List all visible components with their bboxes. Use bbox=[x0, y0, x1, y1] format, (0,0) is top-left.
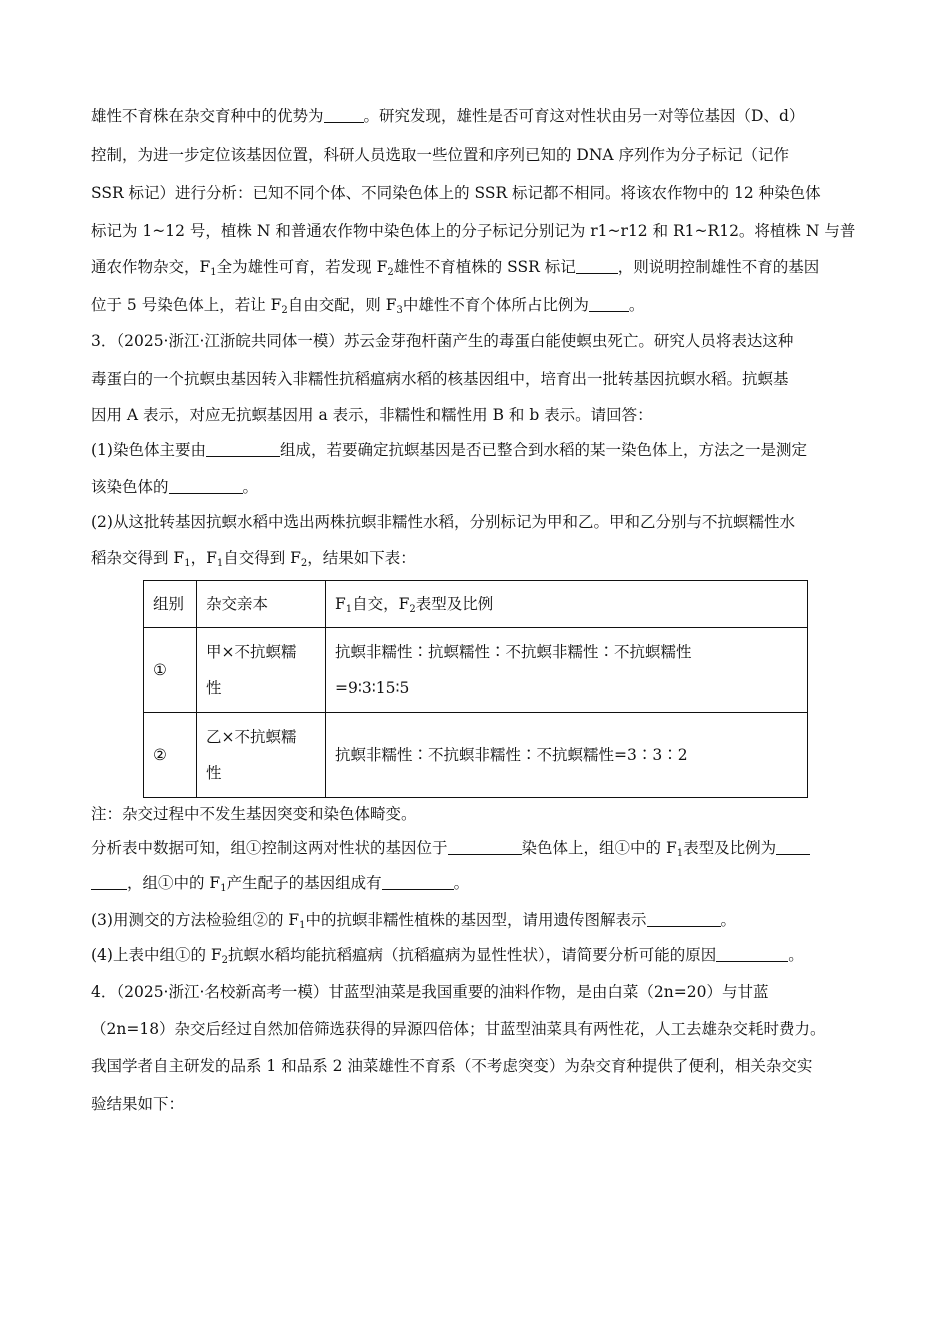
group-cell: ① bbox=[144, 628, 197, 713]
answer-blank[interactable] bbox=[716, 947, 788, 962]
question-4-heading: 4．（2025·浙江·名校新高考一模）甘蓝型油菜是我国重要的油料作物，是由白菜（2n=20）与甘蓝 bbox=[91, 983, 769, 1001]
text-line bbox=[91, 873, 870, 893]
result-cell: 抗螟非糯性∶不抗螟非糯性∶不抗螟糯性=3∶3∶2 bbox=[326, 713, 808, 798]
text-span: ，结果如下表： bbox=[307, 549, 416, 567]
table-row bbox=[144, 628, 808, 713]
text-span: 。 bbox=[242, 478, 259, 496]
text-line bbox=[91, 838, 870, 858]
subscript: 1 bbox=[676, 848, 684, 859]
text-span: 中的抗螟非糯性植株的基因型，请用遗传图解表示 bbox=[305, 911, 647, 929]
parents-cell bbox=[197, 713, 326, 798]
text-span: 抗螟非糯性∶抗螟糯性∶不抗螟非糯性∶不抗螟糯性 bbox=[335, 643, 692, 661]
text-span: 通农作物杂交，F bbox=[91, 258, 211, 276]
text-span: 雄性不育植株的 SSR 标记 bbox=[393, 258, 576, 276]
answer-blank[interactable] bbox=[169, 479, 243, 494]
text-line: 因用 A 表示，对应无抗螟基因用 a 表示，非糯性和糯性用 B 和 b 表示。请回答： bbox=[91, 406, 653, 424]
text-span: 抗螟水稻均能抗稻瘟病（抗稻瘟病为显性性状），请简要分析可能的原因 bbox=[228, 946, 717, 964]
subscript: 2 bbox=[281, 305, 288, 316]
table-note: 注：杂交过程中不发生基因突变和染色体畸变。 bbox=[91, 805, 417, 823]
text-span: 产生配子的基因组成有 bbox=[226, 874, 382, 892]
subscript: 2 bbox=[300, 558, 308, 569]
text-span: =9∶3∶15∶5 bbox=[335, 679, 410, 697]
text-span: F bbox=[335, 595, 346, 613]
answer-blank[interactable] bbox=[382, 875, 454, 890]
text-span: ，F bbox=[190, 549, 217, 567]
header-parents: 杂交亲本 bbox=[197, 581, 326, 628]
group-cell: ② bbox=[144, 713, 197, 798]
subscript: 1 bbox=[184, 558, 191, 569]
text-span: 位于 5 号染色体上，若让 F bbox=[91, 296, 282, 314]
answer-blank[interactable] bbox=[776, 840, 810, 855]
text-span: 该染色体的 bbox=[91, 478, 169, 496]
text-span: 组成，若要确定抗螟基因是否已整合到水稻的某一染色体上，方法之一是测定 bbox=[279, 441, 807, 459]
text-span: 自交，F bbox=[352, 595, 410, 613]
result-cell bbox=[326, 628, 808, 713]
subscript: 2 bbox=[409, 604, 416, 615]
text-line bbox=[91, 295, 870, 315]
text-line: 我国学者自主研发的品系 1 和品系 2 油菜雄性不育系（不考虑突变）为杂交育种提供了便利，相关杂交实 bbox=[91, 1057, 813, 1075]
text-span: 。 bbox=[453, 874, 470, 892]
text-line: 标记为 1~12 号，植株 N 和普通农作物中染色体上的分子标记分别记为 r1~r12 和 R1~R12。将植株 N 与普 bbox=[91, 222, 856, 240]
table-row bbox=[144, 713, 808, 798]
answer-blank[interactable] bbox=[206, 442, 280, 457]
subscript: 1 bbox=[220, 883, 227, 894]
text-line bbox=[91, 945, 870, 965]
text-span: 表型及比例 bbox=[415, 595, 494, 613]
text-line: (2)从这批转基因抗螟水稻中选出两株抗螟非糯性水稻，分别标记为甲和乙。甲和乙分别与不抗螟糯性水 bbox=[91, 513, 795, 531]
text-span: (3)用测交的方法检验组②的 F bbox=[91, 911, 300, 929]
question-3-heading: 3．（2025·浙江·江浙皖共同体一模）苏云金芽孢杆菌产生的毒蛋白能使螟虫死亡。研究人员将表达这种 bbox=[91, 332, 794, 350]
text-span: 性 bbox=[206, 679, 222, 697]
subscript: 1 bbox=[216, 558, 224, 569]
text-line bbox=[91, 440, 870, 460]
text-span: 性 bbox=[206, 764, 222, 782]
text-span: 自由交配，则 F bbox=[287, 296, 397, 314]
subscript: 2 bbox=[221, 955, 229, 966]
text-span: 染色体上，组①中的 F bbox=[521, 839, 677, 857]
subscript: 1 bbox=[299, 920, 306, 931]
text-line: 毒蛋白的一个抗螟虫基因转入非糯性抗稻瘟病水稻的核基因组中，培育出一批转基因抗螟水稻。抗螟基 bbox=[91, 370, 789, 388]
answer-blank[interactable] bbox=[448, 840, 522, 855]
text-span: 。 bbox=[628, 296, 645, 314]
text-line: （2n=18）杂交后经过自然加倍筛选获得的异源四倍体；甘蓝型油菜具有两性花，人工去雄杂交耗时费力。 bbox=[91, 1020, 826, 1038]
subscript: 2 bbox=[387, 267, 394, 278]
table-header-row bbox=[144, 581, 808, 628]
text-line: SSR 标记）进行分析：已知不同个体、不同染色体上的 SSR 标记都不相同。将该农作物中的 12 种染色体 bbox=[91, 184, 821, 202]
text-span: ，组①中的 F bbox=[127, 874, 221, 892]
text-line bbox=[91, 477, 870, 497]
answer-blank[interactable] bbox=[647, 912, 721, 927]
text-span: 。研究发现，雄性是否可育这对性状由另一对等位基因（D、d） bbox=[363, 107, 805, 125]
text-span: 中雄性不育个体所占比例为 bbox=[402, 296, 589, 314]
text-span: ，则说明控制雄性不育的基因 bbox=[617, 258, 820, 276]
answer-blank[interactable] bbox=[91, 875, 127, 890]
text-span: 全为雄性可育，若发现 F bbox=[216, 258, 388, 276]
text-line bbox=[91, 548, 870, 568]
text-span: 。 bbox=[788, 946, 804, 964]
text-span: 。 bbox=[720, 911, 737, 929]
header-group: 组别 bbox=[144, 581, 197, 628]
text-span: (4)上表中组①的 F bbox=[91, 946, 222, 964]
text-span: 雄性不育株在杂交育种中的优势为 bbox=[91, 107, 324, 125]
text-line: 验结果如下： bbox=[91, 1095, 185, 1113]
subscript: 1 bbox=[210, 267, 217, 278]
header-result bbox=[326, 581, 808, 628]
answer-blank[interactable] bbox=[589, 297, 629, 312]
text-span: (1)染色体主要由 bbox=[91, 441, 206, 459]
subscript: 1 bbox=[345, 604, 353, 615]
text-span: 乙×不抗螟糯 bbox=[206, 728, 297, 746]
text-span: 甲×不抗螟糯 bbox=[206, 643, 297, 661]
text-line bbox=[91, 910, 870, 930]
text-line bbox=[91, 106, 870, 126]
text-span: 表型及比例为 bbox=[683, 839, 777, 857]
answer-blank[interactable] bbox=[324, 108, 364, 123]
text-span: 自交得到 F bbox=[223, 549, 301, 567]
text-span: 稻杂交得到 F bbox=[91, 549, 185, 567]
text-line: 控制，为进一步定位该基因位置，科研人员选取一些位置和序列已知的 DNA 序列作为分子标记（记作 bbox=[91, 146, 790, 164]
results-table bbox=[143, 580, 808, 798]
parents-cell bbox=[197, 628, 326, 713]
text-line bbox=[91, 257, 870, 277]
text-span: 分析表中数据可知，组①控制这两对性状的基因位于 bbox=[91, 839, 448, 857]
subscript: 3 bbox=[396, 305, 403, 316]
answer-blank[interactable] bbox=[576, 259, 618, 274]
